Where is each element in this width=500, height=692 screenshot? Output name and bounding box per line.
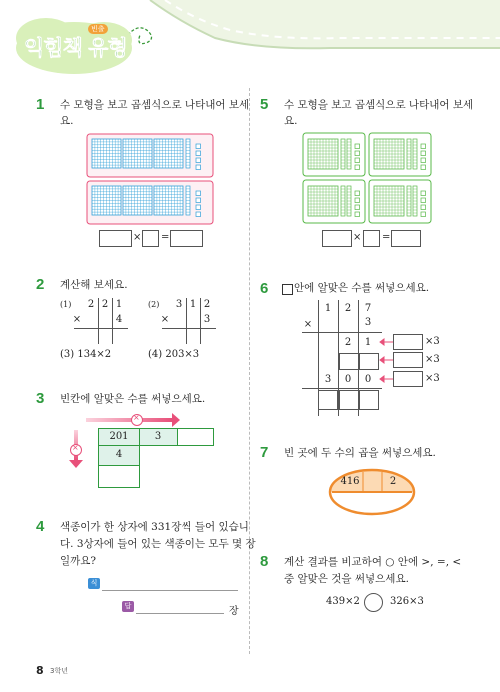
q1-answer-box-1[interactable] <box>99 230 132 247</box>
logo-badge: 빈출 <box>88 24 108 34</box>
q1-equals-sign: = <box>161 232 170 243</box>
q5-answer-box-2[interactable] <box>363 230 380 247</box>
q3-circle-times-left: × <box>72 443 79 452</box>
q5-equals-sign: = <box>382 232 391 243</box>
q6-bottom: 3 <box>364 317 372 328</box>
q8-text-line2: 중 알맞은 것을 써넣으세요. <box>284 573 409 585</box>
q2-p2-digit: 1 <box>189 299 197 310</box>
q2-p1-digit: 1 <box>115 299 123 310</box>
q3-circle-times-top: × <box>133 413 140 422</box>
q8-left-expr: 439×2 <box>326 596 360 607</box>
q2-p1-grid <box>70 298 130 344</box>
q6-top-digit: 7 <box>364 303 372 314</box>
q4-text-line3: 일까요? <box>60 555 97 567</box>
q4-number: 4 <box>36 518 45 535</box>
q3-text: 빈칸에 알맞은 수를 써넣으세요. <box>60 393 206 405</box>
q6-row3-digit: 0 <box>344 374 352 385</box>
q8-compare-circle[interactable] <box>364 593 383 612</box>
q6-top-digit: 1 <box>324 303 332 314</box>
q6-row1-digit: 2 <box>344 337 352 348</box>
q1-number: 1 <box>36 96 45 113</box>
q4-sik-label: 식 <box>88 578 100 589</box>
q7-value-2: 2 <box>389 476 397 487</box>
q2-p4: (4) 203×3 <box>148 349 200 360</box>
q5-text-line2: 요. <box>284 115 298 127</box>
q1-block-model <box>86 133 214 225</box>
q3-cell-4: 4 <box>98 446 140 466</box>
q7-text: 빈 곳에 두 수의 곱을 써넣으세요. <box>284 447 436 459</box>
q5-answer-box-3[interactable] <box>391 230 421 247</box>
q3-answer-bottom[interactable] <box>98 466 140 488</box>
q5-block-model <box>302 132 432 224</box>
q6-answer-row2-2[interactable] <box>359 353 379 370</box>
q3-cell-201: 201 <box>98 428 140 446</box>
q2-text: 계산해 보세요. <box>60 279 128 291</box>
q1-text-line1: 수 모형을 보고 곱셈식으로 나타내어 보세 <box>60 99 250 111</box>
q2-p2-op: × <box>160 314 170 325</box>
q2-p1-digit: 2 <box>101 299 109 310</box>
q2-p2-label: (2) <box>148 300 160 309</box>
q6-answer-sum-3[interactable] <box>359 390 379 410</box>
q6-number: 6 <box>260 280 269 297</box>
q4-dap-label: 답 <box>122 601 134 612</box>
q2-p1-label: (1) <box>60 300 72 309</box>
q2-p2-digit: 3 <box>175 299 183 310</box>
q2-p2-grid <box>158 298 218 344</box>
column-divider <box>249 88 250 654</box>
q1-times-sign: × <box>133 232 142 243</box>
q6-blank-box-icon <box>282 284 293 295</box>
q5-answer-box-1[interactable] <box>322 230 352 247</box>
logo-title: 익힘책 유형 <box>24 36 127 60</box>
q7-ellipse <box>328 468 416 516</box>
q2-p1-op: × <box>72 314 82 325</box>
q6-op: × <box>303 319 313 330</box>
q7-value-416: 416 <box>340 476 360 487</box>
q4-sik-line[interactable] <box>102 590 238 591</box>
q4-text-line1: 색종이가 한 상자에 331장씩 들어 있습니 <box>60 521 249 533</box>
q6-row1-digit: 1 <box>364 337 372 348</box>
q2-p1-bottom: 4 <box>115 314 123 325</box>
q8-right-expr: 326×3 <box>390 596 424 607</box>
q6-answer-sum-2[interactable] <box>339 390 359 410</box>
q3-cell-3: 3 <box>140 428 178 446</box>
q8-text-line1: 계산 결과를 비교하여 ○ 안에 >, =, < <box>284 556 462 568</box>
q6-row3-digit: 0 <box>364 374 372 385</box>
header-banner <box>0 0 500 80</box>
q1-answer-box-3[interactable] <box>170 230 203 247</box>
q6-answer-sum-1[interactable] <box>318 390 338 410</box>
q4-dap-line[interactable] <box>136 613 224 614</box>
q4-text-line2: 다. 3상자에 들어 있는 색종이는 모두 몇 장 <box>60 538 256 550</box>
q6-side-mult-1: ×3 <box>425 336 440 347</box>
q1-text-line2: 요. <box>60 115 74 127</box>
q6-side-mult-3: ×3 <box>425 373 440 384</box>
q6-text: 안에 알맞은 수를 써넣으세요. <box>294 282 430 294</box>
q6-side-box-2[interactable] <box>393 352 423 368</box>
q7-number: 7 <box>260 444 269 461</box>
q6-side-mult-2: ×3 <box>425 354 440 365</box>
q8-number: 8 <box>260 553 269 570</box>
q2-p2-bottom: 3 <box>203 314 211 325</box>
q6-row3-digit: 3 <box>324 374 332 385</box>
page-number: 8 <box>36 664 44 677</box>
q2-number: 2 <box>36 276 45 293</box>
q6-side-box-1[interactable] <box>393 334 423 350</box>
q5-times-sign: × <box>353 232 362 243</box>
q7-answer-area[interactable] <box>348 495 396 511</box>
q3-number: 3 <box>36 390 45 407</box>
q4-unit: 장 <box>229 606 239 617</box>
q1-answer-box-2[interactable] <box>142 230 159 247</box>
q6-answer-row2-1[interactable] <box>339 353 359 370</box>
grade-label: 3학년 <box>50 667 68 675</box>
q2-p1-digit: 2 <box>87 299 95 310</box>
q3-answer-right[interactable] <box>178 428 214 446</box>
q6-top-digit: 2 <box>344 303 352 314</box>
q2-p2-digit: 2 <box>203 299 211 310</box>
q5-text-line1: 수 모형을 보고 곱셈식으로 나타내어 보세 <box>284 99 474 111</box>
q5-number: 5 <box>260 96 269 113</box>
q2-p3: (3) 134×2 <box>60 349 112 360</box>
q6-side-box-3[interactable] <box>393 371 423 387</box>
